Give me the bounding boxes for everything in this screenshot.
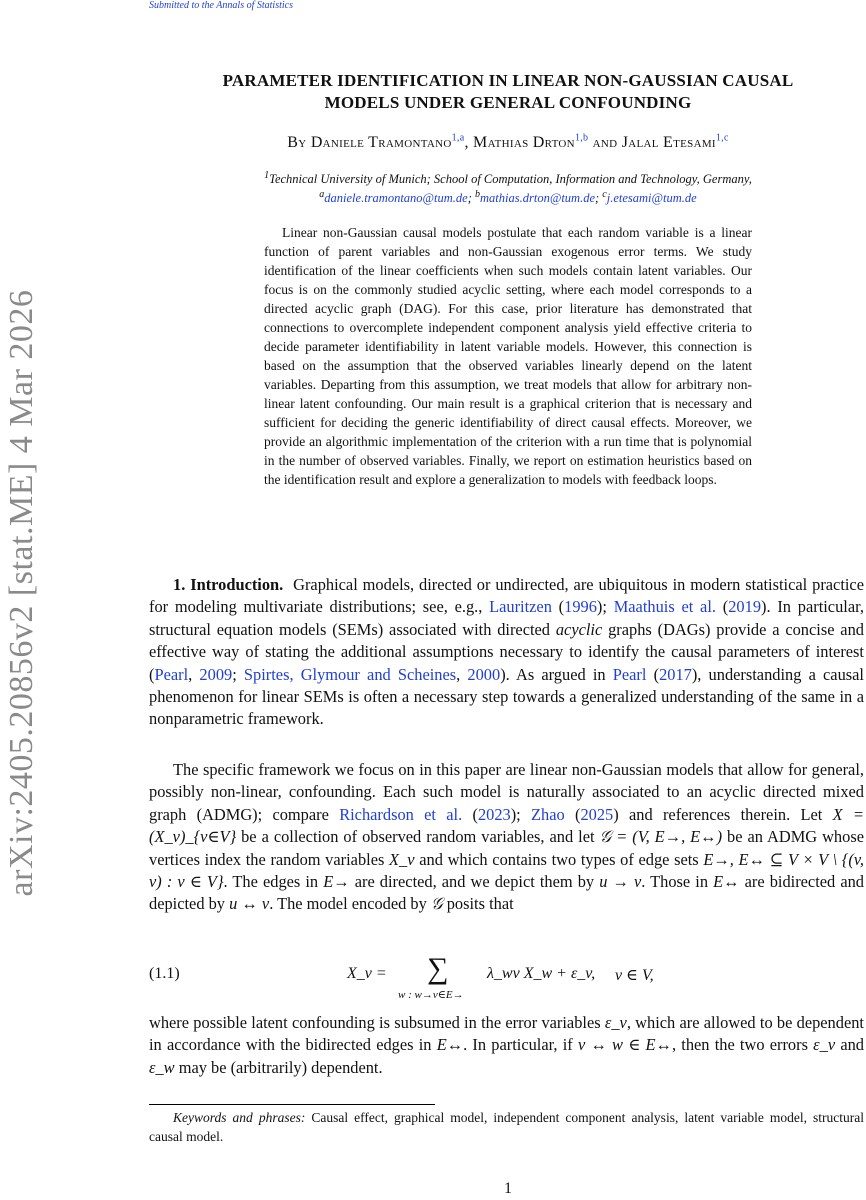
p2-text-4: be an ADMG whose vertices index the random variables xyxy=(149,827,864,869)
p2-text-5: and which contains two types of edge sets xyxy=(419,849,699,869)
p3-math-5: ε_w xyxy=(149,1057,175,1077)
p2-math-8: u ↔ v xyxy=(229,894,270,914)
confounding-paragraph xyxy=(149,1012,864,1079)
cite-lauritzen-year[interactable]: 1996 xyxy=(564,597,597,617)
email-c-sup: c xyxy=(602,188,607,200)
p3-math-1: ε_v xyxy=(604,1013,627,1032)
cite-maathuis-year[interactable]: 2019 xyxy=(728,597,762,617)
p3-text-1: where possible latent confounding is subsumed in the error variables xyxy=(149,1013,601,1032)
author-1-sup[interactable]: 1,a xyxy=(451,132,465,144)
p3-text-2: , which are allowed to be dependent in accordance with the bidirected edges in xyxy=(149,1013,864,1055)
author-2: Mathias Drton xyxy=(473,134,575,151)
p3-text-4: , then the two errors xyxy=(671,1035,808,1055)
keywords-text: Causal effect, graphical model, independent component analysis, latent variable model, structural causal model. xyxy=(149,1110,865,1144)
cite-richardson[interactable]: Richardson et al. xyxy=(339,804,463,824)
p2-text-2: and references therein. Let xyxy=(629,804,823,824)
cite-zhao[interactable]: Zhao xyxy=(531,804,565,824)
intro-acyclic: acyclic xyxy=(555,619,603,639)
p2-text-7: are directed, and we depict them by xyxy=(354,872,595,892)
section-heading: 1. Introduction. xyxy=(173,575,284,594)
affiliation: $^1$Technical University of Munich; School of Computation, Information and Technology, Germany, $^a$daniele.tramontano@tum.de; $^b$mathias.drton@tum.de; $^c$j.etesami@tum.de xyxy=(264,169,752,205)
p3-math-3: v ↔ w ∈ E↔ xyxy=(577,1035,672,1055)
p2-math-5: E→ xyxy=(323,872,350,892)
equation-1-1 xyxy=(149,952,864,1008)
equation-number: (1.1) xyxy=(149,965,180,982)
abstract: Linear non-Gaussian causal models postulate that each random variable is a linear function of parent variables and non-Gaussian exogenous error terms. We study identification of the linear coefficients when such models contain latent variables. Our focus is on the commonly studied acyclic setting, where each model corresponds to a directed acyclic graph (DAG). For this case, prior literature has demonstrated that connections to overcomplete independent component analysis yield effective criteria to decide parameter identifiability in latent variable models. However, this connection is based on the assumption that the observed variables linearly depend on the latent variables. Departing from this assumption, we treat models that allow for arbitrary non-linear latent confounding. Our main result is a graphical criterion that is necessary and sufficient for deciding the generic identifiability of direct causal effects. Moreover, we provide an algorithmic implementation of the criterion with a run time that is polynomial in the number of observed variables. Finally, we report on estimation heuristics based on the identification result and explore a generalization to models with feedback loops. xyxy=(264,225,752,487)
p2-text-3: be a collection of observed random variables, and let xyxy=(241,827,595,847)
equation-condition: v ∈ V, xyxy=(615,967,654,984)
p3-text-5: and xyxy=(840,1035,864,1055)
p2-text-11: posits that xyxy=(446,894,514,914)
equation-rhs: λ_wv X_w + ε_v, xyxy=(487,965,596,982)
cite-richardson-year[interactable]: 2023 xyxy=(477,804,511,824)
p2-math-6: u → v xyxy=(599,872,642,892)
author-3: Jalal Etesami xyxy=(621,134,716,151)
email-b-link[interactable]: mathias.drton@tum.de xyxy=(480,191,595,205)
title-line-2: MODELS UNDER GENERAL CONFOUNDING xyxy=(324,93,692,112)
p2-math-4: E→, E↔ ⊆ V × V \ {(v, v) : v ∈ V} xyxy=(149,849,864,892)
sum-subscript: w : w→v∈E→ xyxy=(398,989,464,1001)
cite-pearl-2017-year[interactable]: 2017 xyxy=(659,664,692,684)
cite-pearl-2009-year[interactable]: 2009 xyxy=(199,664,233,684)
author-3-sup[interactable]: 1,c xyxy=(715,132,729,144)
intro-text-5: ), understanding a causal phenomenon for linear SEMs is often a necessary step towards a generalized understanding of the same in a nonparametric framework. xyxy=(149,664,864,729)
p2-math-1: X = (X_v)_{v∈V} xyxy=(149,804,864,847)
p3-text-3: . In particular, if xyxy=(463,1035,573,1055)
paper-title xyxy=(150,70,866,114)
p2-math-9: 𝒢 xyxy=(430,894,443,914)
p2-math-3: X_v xyxy=(389,849,415,869)
author-2-sup[interactable]: 1,b xyxy=(574,132,589,144)
cite-pearl-2017[interactable]: Pearl xyxy=(612,664,647,684)
footnote-rule xyxy=(149,1104,435,1105)
page-number: 1 xyxy=(504,1180,512,1197)
p2-math-2: 𝒢 = (V, E→, E↔) xyxy=(599,827,723,847)
intro-text-3: graphs (DAGs) provide a concise and effective way of stating the additional assumptions necessary to identify the causal parameters of interest ( xyxy=(149,619,864,684)
keywords-footnote xyxy=(149,1108,864,1146)
p2-text-1: The specific framework we focus on in this paper are linear non-Gaussian models that allow for general, possibly non-linear, confounding. Each such model is naturally associated to an acyclic directed mixed graph (ADMG); compare xyxy=(149,760,864,824)
cite-lauritzen[interactable]: Lauritzen xyxy=(489,597,552,617)
cite-zhao-year[interactable]: 2025 xyxy=(580,804,614,824)
intro-text-4: ). As argued in xyxy=(500,664,606,684)
intro-text-2: . In particular, structural equation models (SEMs) associated with directed xyxy=(149,597,864,639)
email-b-sup: b xyxy=(475,188,481,200)
email-c-link[interactable]: j.etesami@tum.de xyxy=(606,191,697,205)
email-a-sup: a xyxy=(319,188,325,200)
arxiv-stamp xyxy=(0,0,40,1200)
equation-lhs: X_v = xyxy=(347,965,387,982)
cite-spirtes-year[interactable]: 2000 xyxy=(467,664,501,684)
p3-math-2: E↔ xyxy=(436,1035,464,1055)
sum-symbol: ∑ xyxy=(427,952,449,985)
cite-spirtes[interactable]: Spirtes, Glymour and Scheines xyxy=(243,664,457,684)
title-line-1: PARAMETER IDENTIFICATION IN LINEAR NON-GAUSSIAN CAUSAL xyxy=(222,71,794,90)
p2-math-7: E↔ xyxy=(713,872,740,892)
p3-math-4: ε_v xyxy=(813,1035,836,1055)
intro-paragraph: 1. Introduction. Graphical models, directed or undirected, are ubiquitous in modern statistical practice for modeling multivariate distributions; see, e.g., Lauritzen (1996); Maathuis et al. (2019). In particular, structural equation models (SEMs) associated with directed acyclic graphs (DAGs) provide a concise and effective way of stating the additional assumptions necessary to identify the causal parameters of interest (Pearl, 2009; Spirtes, Glymour and Scheines, 2000). As argued in Pearl (2017), understanding a causal phenomenon for linear SEMs is often a necessary step towards a generalized understanding of the same in a nonparametric framework. xyxy=(149,575,864,729)
journal-header: Submitted to the Annals of Statistics xyxy=(149,0,293,11)
p2-text-10: . The model encoded by xyxy=(269,894,427,914)
p2-text-9: are bidirected and depicted by xyxy=(149,872,864,914)
and-label: and xyxy=(592,134,618,151)
p3-text-6: may be (arbitrarily) dependent. xyxy=(178,1057,383,1077)
cite-maathuis[interactable]: Maathuis et al. xyxy=(613,597,716,617)
intro-text-1: Graphical models, directed or undirected, are ubiquitous in modern statistical practice for modeling multivariate distributions; see, e.g., xyxy=(149,575,864,617)
author-list: By Daniele Tramontano$^{1,a}$, Mathias Drton$^{1,b}$ and Jalal Etesami$^{1,c}$ xyxy=(287,132,729,151)
affil-sup: 1 xyxy=(264,169,270,181)
keywords-label: Keywords and phrases: xyxy=(173,1110,306,1125)
affil-text: Technical University of Munich; School of Computation, Information and Technology, Germany, xyxy=(269,172,752,186)
cite-pearl-2009[interactable]: Pearl xyxy=(154,664,189,684)
framework-paragraph: The specific framework we focus on in this paper are linear non-Gaussian models that allow for general, possibly non-linear, confounding. Each such model is naturally associated to an acyclic directed mixed graph (ADMG); compare Richardson et al. (2023); Zhao (2025) and references therein. Let X = (X_v)_{v∈V} be a collection of observed random variables, and let 𝒢 = (V, E→, E↔) be an ADMG whose vertices index the random variables X_v and which contains two types of edge sets E→, E↔ ⊆ V × V \ {(v, v) : v ∈ V}. The edges in E→ are directed, and we depict them by u → v. Those in E↔ are bidirected and depicted by u ↔ v. The model encoded by 𝒢 posits that xyxy=(149,760,864,914)
arxiv-stamp-text: arXiv:2405.20856v2 [stat.ME] 4 Mar 2026 xyxy=(3,289,40,897)
p2-text-8: . Those in xyxy=(641,872,709,892)
p2-text-6: . The edges in xyxy=(223,872,319,892)
author-1: Daniele Tramontano xyxy=(310,134,452,151)
email-a-link[interactable]: daniele.tramontano@tum.de xyxy=(324,191,468,205)
by-label: By xyxy=(287,134,307,151)
